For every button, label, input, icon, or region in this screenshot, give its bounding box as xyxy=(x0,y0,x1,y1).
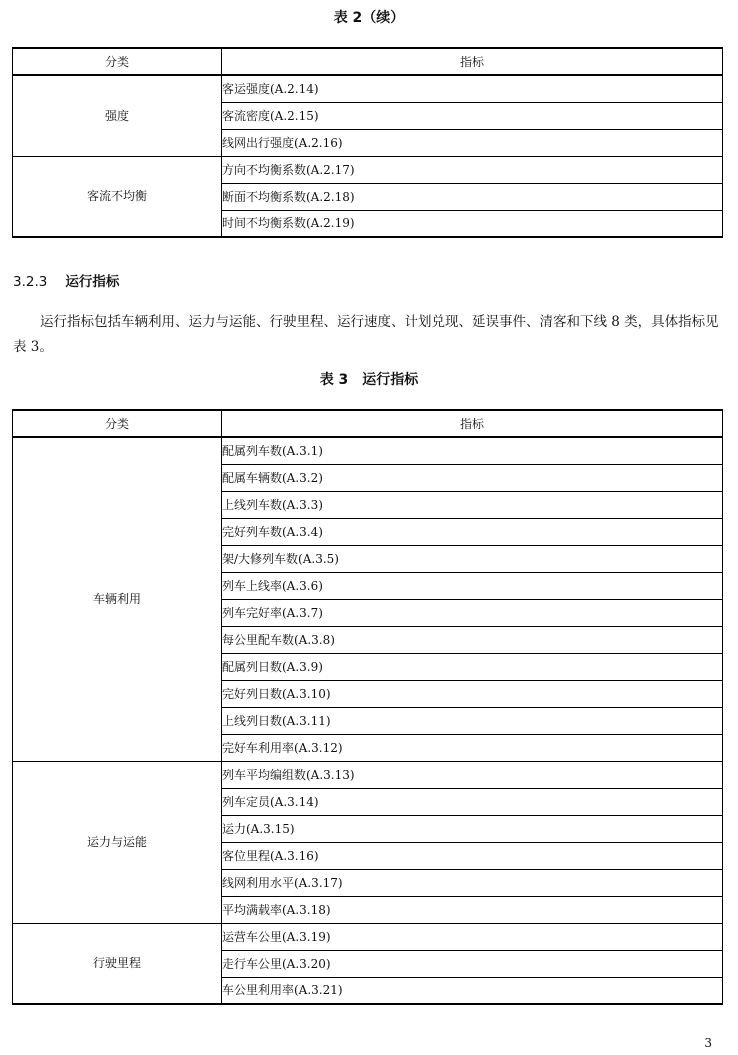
indicator-cell: 完好车利用率(A.3.12) xyxy=(222,734,723,761)
indicator-cell: 上线列车数(A.3.3) xyxy=(222,491,723,518)
indicator-cell: 线网利用水平(A.3.17) xyxy=(222,869,723,896)
table-header-row xyxy=(13,410,723,437)
table-row xyxy=(13,437,723,464)
header-indicator: 指标 xyxy=(222,410,723,437)
indicator-cell: 上线列日数(A.3.11) xyxy=(222,707,723,734)
table-row xyxy=(13,75,723,102)
table-3 xyxy=(12,409,723,1005)
category-cell: 运力与运能 xyxy=(13,761,222,923)
table-2 xyxy=(12,47,723,238)
indicator-cell: 平均满载率(A.3.18) xyxy=(222,896,723,923)
table-2-body xyxy=(13,75,723,237)
table-row xyxy=(13,923,723,950)
table-header-row xyxy=(13,48,723,75)
indicator-cell: 架/大修列车数(A.3.5) xyxy=(222,545,723,572)
indicator-cell: 完好列日数(A.3.10) xyxy=(222,680,723,707)
indicator-cell: 方向不均衡系数(A.2.17) xyxy=(222,156,723,183)
indicator-cell: 客流密度(A.2.15) xyxy=(222,102,723,129)
indicator-cell: 每公里配车数(A.3.8) xyxy=(222,626,723,653)
indicator-cell: 运营车公里(A.3.19) xyxy=(222,923,723,950)
indicator-cell: 配属列车数(A.3.1) xyxy=(222,437,723,464)
header-category: 分类 xyxy=(13,48,222,75)
indicator-cell: 列车平均编组数(A.3.13) xyxy=(222,761,723,788)
indicator-cell: 线网出行强度(A.2.16) xyxy=(222,129,723,156)
category-cell: 客流不均衡 xyxy=(13,156,222,237)
indicator-cell: 列车定员(A.3.14) xyxy=(222,788,723,815)
section-heading xyxy=(13,272,119,292)
category-cell: 行驶里程 xyxy=(13,923,222,1004)
indicator-cell: 运力(A.3.15) xyxy=(222,815,723,842)
header-indicator: 指标 xyxy=(222,48,723,75)
indicator-cell: 客位里程(A.3.16) xyxy=(222,842,723,869)
table-3-caption: 表 3 运行指标 xyxy=(319,372,419,388)
page-number: 3 xyxy=(704,1036,712,1050)
indicator-cell: 车公里利用率(A.3.21) xyxy=(222,977,723,1004)
indicator-cell: 客运强度(A.2.14) xyxy=(222,75,723,102)
indicator-cell: 断面不均衡系数(A.2.18) xyxy=(222,183,723,210)
table-row xyxy=(13,156,723,183)
category-cell: 车辆利用 xyxy=(13,437,222,761)
section-title: 运行指标 xyxy=(65,274,120,290)
section-number: 3.2.3 xyxy=(13,274,48,290)
table-2-caption: 表 2（续） xyxy=(333,10,405,26)
category-cell: 强度 xyxy=(13,75,222,156)
table-3-body xyxy=(13,437,723,1004)
indicator-cell: 配属车辆数(A.3.2) xyxy=(222,464,723,491)
indicator-cell: 走行车公里(A.3.20) xyxy=(222,950,723,977)
indicator-cell: 完好列车数(A.3.4) xyxy=(222,518,723,545)
table-row xyxy=(13,761,723,788)
indicator-cell: 列车上线率(A.3.6) xyxy=(222,572,723,599)
indicator-cell: 时间不均衡系数(A.2.19) xyxy=(222,210,723,237)
header-category: 分类 xyxy=(13,410,222,437)
indicator-cell: 列车完好率(A.3.7) xyxy=(222,599,723,626)
indicator-cell: 配属列日数(A.3.9) xyxy=(222,653,723,680)
body-paragraph: 运行指标包括车辆利用、运力与运能、行驶里程、运行速度、计划兑现、延误事件、清客和下线 8 类，具体指标见表 3。 xyxy=(13,314,719,355)
